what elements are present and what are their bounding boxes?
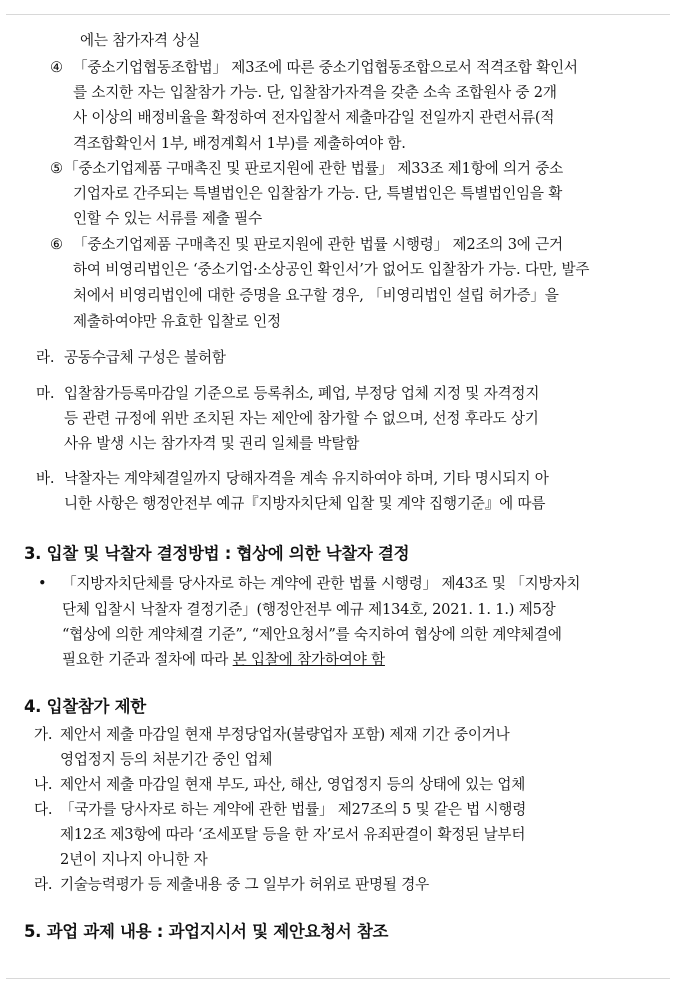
section-3-line-3: “협상에 의한 계약체결 기준”, “제안요청서”를 숙지하여 협상에 의한 계약체결에 xyxy=(62,626,562,643)
item-ba-marker: 바. xyxy=(36,470,55,487)
item-6-line-4: 제출하여야만 유효한 입찰로 인정 xyxy=(73,313,281,330)
item-5-line-1: 「중소기업제품 구매촉진 및 판로지원에 관한 법률」 제33조 제1항에 의거 중소 xyxy=(64,160,564,177)
item-6-line-2: 하여 비영리법인은 ‘중소기업·소상공인 확인서’가 없어도 입찰참가 가능. 다만, 발주 xyxy=(73,261,590,278)
section-3-line-1: 「지방자치단체를 당사자로 하는 계약에 관한 법률 시행령」 제43조 및 「지방자치 xyxy=(62,575,581,592)
s4-item-ga-line-1: 제안서 제출 마감일 현재 부정당업자(불량업자 포함) 제재 기간 중이거나 xyxy=(60,726,510,743)
item-4-line-4: 격조합확인서 1부, 배정계획서 1부)를 제출하여야 함. xyxy=(73,135,406,152)
item-5-line-3: 인할 수 있는 서류를 제출 필수 xyxy=(73,210,262,227)
s4-item-da-line-3: 2년이 지나지 아니한 자 xyxy=(60,851,208,868)
s4-item-na-line-1: 제안서 제출 마감일 현재 부도, 파산, 해산, 영업정지 등의 상태에 있는 업체 xyxy=(60,776,526,793)
item-ba-line-1: 낙찰자는 계약체결일까지 당해자격을 계속 유지하여야 하며, 기타 명시되지 아 xyxy=(64,470,549,487)
section-3-line-2: 단체 입찰시 낙찰자 결정기준」(행정안전부 예규 제134호, 2021. 1. 1.) 제5장 xyxy=(62,601,556,618)
item-4-line-2: 를 소지한 자는 입찰참가 가능. 단, 입찰참가자격을 갖춘 소속 조합원사 중 2개 xyxy=(73,84,557,101)
section-3-line-4 xyxy=(62,651,385,669)
section-3-underlined-text: 본 입찰에 참가하여야 함 xyxy=(232,651,385,668)
s4-item-da-line-2: 제12조 제3항에 따라 ‘조세포탈 등을 한 자’로서 유죄판결이 확정된 날부터 xyxy=(60,826,526,843)
item-6-marker: ⑥ xyxy=(50,236,63,253)
s4-item-da-marker: 다. xyxy=(34,801,53,818)
bottom-rule xyxy=(6,978,670,979)
item-ra-text: 공동수급체 구성은 불허함 xyxy=(64,349,226,366)
item-ma-line-2: 등 관련 규정에 위반 조치된 자는 제안에 참가할 수 없으며, 선정 후라도 상기 xyxy=(64,410,539,427)
item-5-marker: ⑤ xyxy=(50,160,63,177)
s4-item-ga-marker: 가. xyxy=(34,726,53,743)
top-rule xyxy=(6,14,670,15)
section-5-heading: 5. 과업 과제 내용 : 과업지시서 및 제안요청서 참조 xyxy=(24,922,389,941)
item-4-line-3: 사 이상의 배정비율을 확정하여 전자입찰서 제출마감일 전일까지 관련서류(적 xyxy=(73,109,555,126)
section-3-bullet: • xyxy=(38,575,47,592)
section-3-heading: 3. 입찰 및 낙찰자 결정방법 : 협상에 의한 낙찰자 결정 xyxy=(24,544,410,563)
s4-item-ra-marker: 라. xyxy=(34,876,53,893)
s4-item-ga-line-2: 영업정지 등의 처분기간 중인 업체 xyxy=(60,751,273,768)
s4-item-da-line-1: 「국가를 당사자로 하는 계약에 관한 법률」 제27조의 5 및 같은 법 시행령 xyxy=(60,801,527,818)
item-ma-line-3: 사유 발생 시는 참가자격 및 권리 일체를 박탈함 xyxy=(64,435,360,452)
item-4-marker: ④ xyxy=(50,59,63,76)
item-ba-line-2: 니한 사항은 행정안전부 예규『지방자치단체 입찰 및 계약 집행기준』에 따름 xyxy=(64,495,546,512)
item-4-line-1: 「중소기업협동조합법」 제3조에 따른 중소기업협동조합으로서 적격조합 확인서 xyxy=(73,59,578,76)
item-5-line-2: 기업자로 간주되는 특별법인은 입찰참가 가능. 단, 특별법인은 특별법인임을 확 xyxy=(73,185,563,202)
item-ma-marker: 마. xyxy=(36,385,55,402)
item-6-line-1: 「중소기업제품 구매촉진 및 판로지원에 관한 법률 시행령」 제2조의 3에 근거 xyxy=(73,236,563,253)
section-4-heading: 4. 입찰참가 제한 xyxy=(24,697,146,716)
item-ma-line-1: 입찰참가등록마감일 기준으로 등록취소, 폐업, 부정당 업체 지정 및 자격정지 xyxy=(64,385,540,402)
s4-item-ra-line-1: 기술능력평가 등 제출내용 중 그 일부가 허위로 판명될 경우 xyxy=(60,876,430,893)
continuation-line: 에는 참가자격 상실 xyxy=(80,32,201,49)
item-6-line-3: 처에서 비영리법인에 대한 증명을 요구할 경우, 「비영리법인 설립 허가증」을 xyxy=(73,287,559,304)
item-ra-marker: 라. xyxy=(36,349,55,366)
s4-item-na-marker: 나. xyxy=(34,776,53,793)
section-3-line-4-text: 필요한 기준과 절차에 따라 xyxy=(62,651,233,668)
